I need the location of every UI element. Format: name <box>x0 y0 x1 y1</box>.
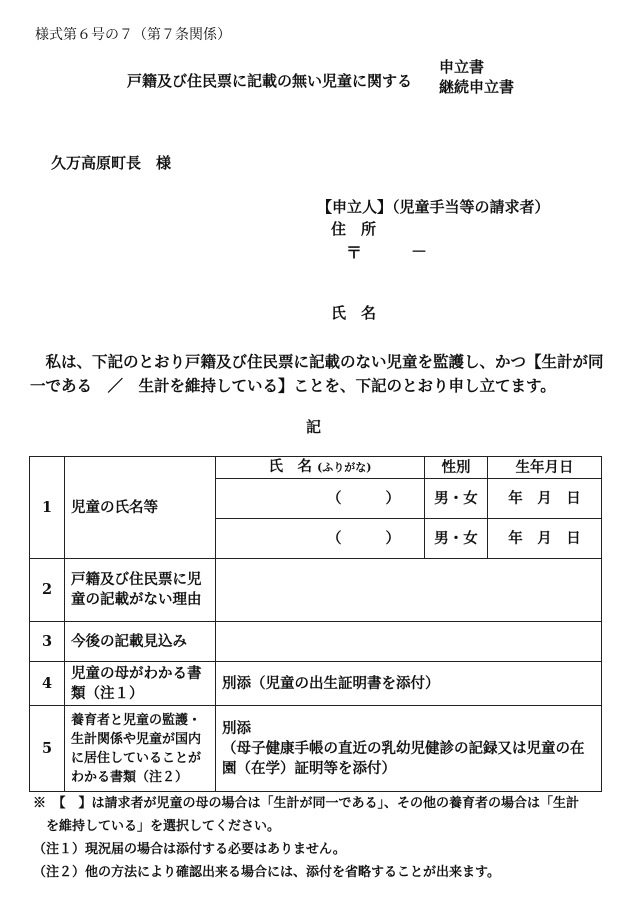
document-title: 戸籍及び住民票に記載の無い児童に関する <box>127 72 413 90</box>
paren-close: ） <box>385 489 400 507</box>
note-asterisk-line1: ※ 【 】は請求者が児童の母の場合は「生計が同一である」、その他の養育者の場合は「生計 <box>33 796 580 811</box>
row5-content-line2: （母子健康手帳の直近の乳幼児健診の記録又は児童の在園（在学）証明等を添付） <box>222 739 585 777</box>
title-option-application: 申立書 <box>439 58 485 76</box>
header-furigana: (ふりがな) <box>317 461 372 474</box>
paren-close: ） <box>385 529 400 547</box>
row2-no: 2 <box>30 559 65 622</box>
notes <box>33 792 579 884</box>
row4-content: 別添（児童の出生証明書を添付） <box>216 662 602 706</box>
row3-content-field[interactable] <box>216 622 602 662</box>
table-row <box>30 706 602 792</box>
paren-open: （ <box>327 489 342 507</box>
header-gender: 性別 <box>425 457 488 479</box>
table-header-row <box>30 457 602 479</box>
row1-label: 児童の氏名等 <box>65 457 216 559</box>
title-option-continuation: 継続申立書 <box>439 78 515 96</box>
ki-heading: 記 <box>306 418 322 436</box>
note-1: （注１）現況届の場合は添付する必要はありません。 <box>33 842 346 857</box>
applicant-heading: 【申立人】（児童手当等の請求者） <box>317 198 550 216</box>
row1-no: 1 <box>30 457 65 559</box>
child1-gender[interactable]: 男・女 <box>425 479 488 519</box>
row5-content <box>216 706 602 792</box>
header-birthdate: 生年月日 <box>488 457 602 479</box>
row3-label: 今後の記載見込み <box>65 622 216 662</box>
row4-no: 4 <box>30 662 65 706</box>
child1-name-field[interactable] <box>216 479 425 519</box>
table-row <box>30 622 602 662</box>
header-name-label: 氏 名 <box>268 458 312 475</box>
row2-label: 戸籍及び住民票に児童の記載がない理由 <box>65 559 216 622</box>
row3-no: 3 <box>30 622 65 662</box>
header-name <box>216 457 425 479</box>
row4-label: 児童の母がわかる書類（注１） <box>65 662 216 706</box>
child2-name-field[interactable] <box>216 519 425 559</box>
form-number: 様式第６号の７（第７条関係） <box>35 27 231 43</box>
application-table <box>29 456 602 792</box>
table-row <box>30 662 602 706</box>
note-2: （注２）他の方法により確認出来る場合には、添付を省略することが出来ます。 <box>33 865 500 880</box>
note-asterisk-line2: を維持している」を選択してください。 <box>33 819 281 834</box>
child1-birthdate[interactable]: 年 月 日 <box>488 479 602 519</box>
row5-no: 5 <box>30 706 65 792</box>
row2-content-field[interactable] <box>216 559 602 622</box>
postal-mark: 〒 <box>346 243 363 262</box>
paren-open: （ <box>327 529 342 547</box>
name-label: 氏 名 <box>331 304 377 322</box>
statement-paragraph: 私は、下記のとおり戸籍及び住民票に記載のない児童を監護し、かつ【生計が同一である ／ 生計を維持している】ことを、下記のとおり申し立てます。 <box>30 352 604 395</box>
child2-gender[interactable]: 男・女 <box>425 519 488 559</box>
row5-content-line1: 別添 <box>222 719 251 737</box>
addressee: 久万高原町長 様 <box>51 154 172 172</box>
row5-label: 養育者と児童の監護・生計関係や児童が国内に居住していることがわかる書類（注２） <box>65 706 216 792</box>
title-options <box>439 57 514 97</box>
postal-dash: － <box>411 242 428 261</box>
child2-birthdate[interactable]: 年 月 日 <box>488 519 602 559</box>
address-label: 住 所 <box>331 220 377 238</box>
table-row <box>30 559 602 622</box>
